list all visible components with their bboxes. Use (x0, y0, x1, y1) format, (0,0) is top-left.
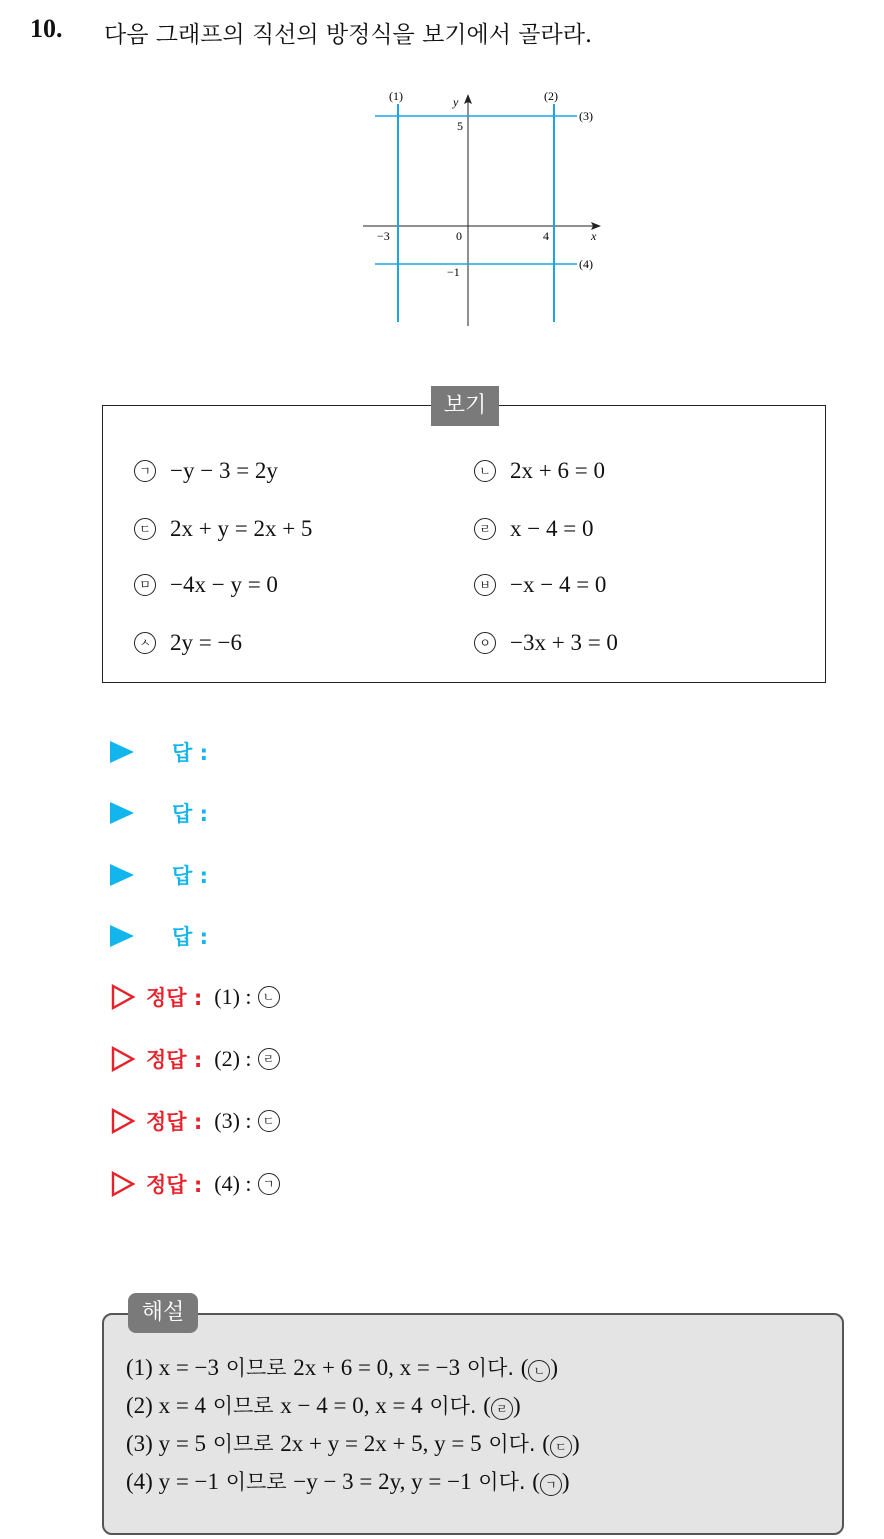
sol-mark: ㄹ (491, 1398, 513, 1420)
play-triangle-icon (110, 925, 134, 947)
play-triangle-icon (110, 802, 134, 824)
sol-a: (4) y = −1 (126, 1469, 220, 1494)
sol-mark: ㄷ (550, 1436, 572, 1458)
correct-row-4 (110, 1169, 280, 1199)
correct-mark: ㄷ (258, 1110, 280, 1132)
answer-label: 답 : (172, 925, 208, 949)
choice-digeut (134, 516, 312, 542)
choice-mark: ㅂ (474, 574, 496, 596)
sol-b: 이므로 (206, 1394, 281, 1418)
correct-row-1 (110, 982, 280, 1012)
sol-c: x − 4 = 0, x = 4 (280, 1393, 423, 1418)
line-1-label: (1) (389, 89, 403, 103)
choice-mark: ㄴ (474, 460, 496, 482)
sol-c: 2x + 6 = 0, x = −3 (293, 1355, 461, 1380)
play-triangle-icon (110, 864, 134, 886)
solution-line-3: (3) y = 5 이므로 2x + y = 2x + 5, y = 5 이다. ( ㄷ ) (126, 1431, 580, 1456)
sol-d: 이다. (471, 1470, 533, 1494)
x-axis-label: x (591, 229, 597, 243)
solution-line-1: (1) x = −3 이므로 2x + 6 = 0, x = −3 이다. ( ㄴ ) (126, 1355, 559, 1380)
choice-expr: −4x − y = 0 (170, 572, 278, 597)
choice-rieul (474, 516, 593, 542)
line-2-label: (2) (544, 89, 558, 103)
haeseol-box (102, 1313, 844, 1535)
choice-ieung (474, 630, 618, 656)
correct-num: (1) : (214, 984, 252, 1009)
question-text: 다음 그래프의 직선의 방정식을 보기에서 골라라. (104, 22, 593, 48)
haeseol-title: 해설 (128, 1293, 198, 1333)
tick-four: 4 (543, 229, 549, 243)
sol-mark: ㄴ (528, 1360, 550, 1382)
sol-b: 이므로 (206, 1432, 281, 1456)
answer-label: 답 : (172, 864, 208, 888)
sol-mark: ㄱ (540, 1474, 562, 1496)
sol-c: −y − 3 = 2y, y = −1 (293, 1469, 472, 1494)
choice-mark: ㄷ (134, 518, 156, 540)
correct-mark: ㄴ (258, 986, 280, 1008)
choice-expr: −x − 4 = 0 (510, 572, 607, 597)
choice-expr: 2y = −6 (170, 630, 242, 655)
sol-d: 이다. (481, 1432, 543, 1456)
sol-b: 이므로 (219, 1356, 294, 1380)
choice-giyeok (134, 458, 278, 484)
correct-row-2 (110, 1044, 280, 1074)
tick-zero: 0 (456, 229, 462, 243)
correct-num: (3) : (214, 1108, 252, 1133)
tick-five: 5 (457, 119, 463, 133)
sol-d: 이다. (422, 1394, 484, 1418)
y-axis-label: y (453, 95, 459, 109)
line-3-label: (3) (579, 109, 593, 123)
choice-expr: x − 4 = 0 (510, 516, 594, 541)
sol-a: (3) y = 5 (126, 1431, 207, 1456)
choice-expr: −y − 3 = 2y (170, 458, 278, 483)
outline-triangle-icon (110, 1046, 136, 1072)
solution-line-2: (2) x = 4 이므로 x − 4 = 0, x = 4 이다. ( ㄹ ) (126, 1393, 521, 1418)
line-4-label: (4) (579, 257, 593, 271)
sol-a: (1) x = −3 (126, 1355, 220, 1380)
correct-num: (2) : (214, 1046, 252, 1071)
choice-mieum (134, 572, 278, 598)
outline-triangle-icon (110, 1171, 136, 1197)
sol-a: (2) x = 4 (126, 1393, 207, 1418)
correct-num: (4) : (214, 1171, 252, 1196)
outline-triangle-icon (110, 984, 136, 1010)
choice-expr: −3x + 3 = 0 (510, 630, 618, 655)
answer-row-2[interactable] (110, 798, 208, 828)
sol-c: 2x + y = 2x + 5, y = 5 (280, 1431, 482, 1456)
choice-nieun (474, 458, 605, 484)
correct-label: 정답 : (146, 1173, 203, 1197)
choice-siot (134, 630, 242, 656)
correct-mark: ㄹ (258, 1048, 280, 1070)
choice-mark: ㅇ (474, 632, 496, 654)
play-triangle-icon (110, 741, 134, 763)
outline-triangle-icon (110, 1108, 136, 1134)
choice-bieup (474, 572, 606, 598)
tick-neg1: −1 (447, 265, 460, 279)
question-number: 10. (30, 14, 63, 43)
answer-label: 답 : (172, 802, 208, 826)
choice-mark: ㅁ (134, 574, 156, 596)
choice-mark: ㄹ (474, 518, 496, 540)
answer-row-4[interactable] (110, 921, 208, 951)
bogi-title: 보기 (431, 386, 499, 426)
correct-row-3 (110, 1106, 280, 1136)
coordinate-graph (355, 82, 615, 332)
correct-label: 정답 : (146, 1110, 203, 1134)
answer-label: 답 : (172, 741, 208, 765)
choice-expr: 2x + 6 = 0 (510, 458, 605, 483)
correct-mark: ㄱ (258, 1173, 280, 1195)
answer-row-3[interactable] (110, 860, 208, 890)
sol-b: 이므로 (219, 1470, 294, 1494)
choice-mark: ㄱ (134, 460, 156, 482)
answer-row-1[interactable] (110, 737, 208, 767)
tick-neg3: −3 (377, 229, 390, 243)
solution-line-4: (4) y = −1 이므로 −y − 3 = 2y, y = −1 이다. ( ㄱ ) (126, 1469, 570, 1494)
correct-label: 정답 : (146, 1048, 203, 1072)
choice-mark: ㅅ (134, 632, 156, 654)
correct-label: 정답 : (146, 986, 203, 1010)
choice-expr: 2x + y = 2x + 5 (170, 516, 313, 541)
sol-d: 이다. (460, 1356, 521, 1380)
